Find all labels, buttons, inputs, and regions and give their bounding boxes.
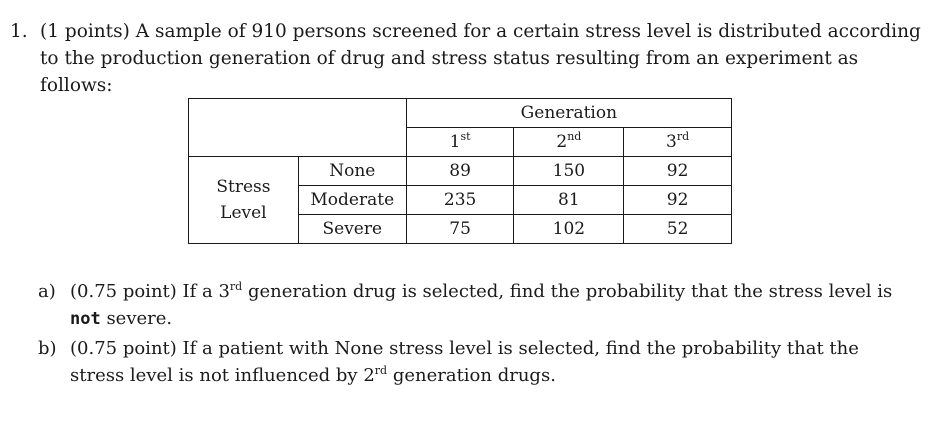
cell-none-gen2: 150 [514, 157, 624, 186]
part-a-bold-word: not [70, 309, 101, 329]
column-header-gen-3: 3rd [624, 128, 732, 157]
part-a [38, 278, 918, 333]
cell-severe-gen3: 52 [624, 215, 732, 244]
row-label-severe: Severe [298, 215, 406, 244]
table-row [189, 157, 732, 186]
question-parts [38, 278, 918, 391]
part-a-label: a) [38, 281, 56, 302]
row-group-label-line1: Stress [216, 177, 271, 197]
cell-moderate-gen3: 92 [624, 186, 732, 215]
row-group-label-line2: Level [220, 203, 267, 223]
frequency-table [188, 98, 732, 244]
part-b-text-pre: (0.75 point) If a patient with None stress level is selected, find the probability that the stress level is not influenced by 2 [70, 338, 859, 386]
cell-moderate-gen2: 81 [514, 186, 624, 215]
column-header-gen-1: 1st [406, 128, 514, 157]
column-header-gen-2: 2nd [514, 128, 624, 157]
part-b-label: b) [38, 338, 57, 359]
cell-none-gen3: 92 [624, 157, 732, 186]
part-a-text-post: severe. [100, 308, 173, 329]
part-b-text-post: generation drugs. [387, 365, 556, 386]
row-label-none: None [298, 157, 406, 186]
generation-header: Generation [406, 99, 731, 128]
cell-none-gen1: 89 [406, 157, 514, 186]
cell-severe-gen2: 102 [514, 215, 624, 244]
part-b-superscript: rd [374, 364, 388, 377]
cell-severe-gen1: 75 [406, 215, 514, 244]
table-corner-cell [189, 99, 407, 157]
row-group-label [189, 157, 299, 244]
part-a-superscript: rd [229, 280, 243, 293]
question-header [10, 18, 930, 99]
cell-moderate-gen1: 235 [406, 186, 514, 215]
part-a-text-pre: (0.75 point) If a 3 [70, 281, 230, 302]
row-label-moderate: Moderate [298, 186, 406, 215]
question-intro: (1 points) A sample of 910 persons screened for a certain stress level is distributed according to the production generation of drug and stress status resulting from an experiment as follows: [40, 21, 921, 96]
part-b [38, 335, 918, 389]
question-number: 1. [10, 21, 28, 42]
part-a-text-mid: generation drug is selected, find the probability that the stress level is [242, 281, 893, 302]
